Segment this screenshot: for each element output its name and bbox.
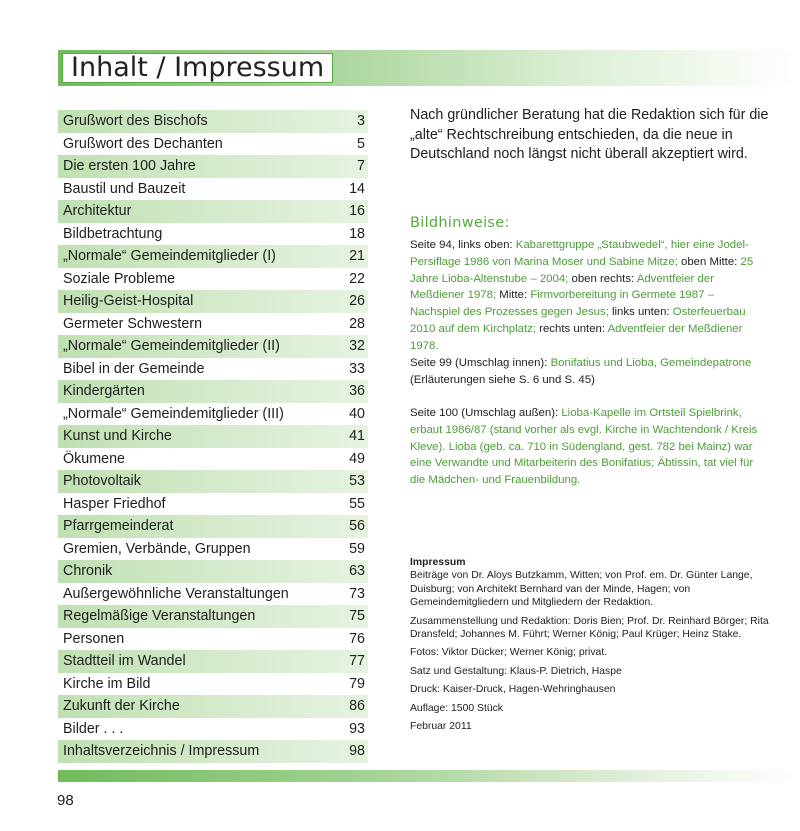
toc-page-number: 28 <box>349 315 365 332</box>
toc-label: Stadtteil im Wandel <box>63 653 186 669</box>
toc-row <box>58 740 368 763</box>
toc-page-number: 55 <box>349 495 365 512</box>
toc-row <box>58 673 368 696</box>
toc-label: Inhaltsverzeichnis / Impressum <box>63 743 260 759</box>
impressum-line: Satz und Gestaltung: Klaus-P. Dietrich, Haspe <box>410 665 622 677</box>
toc-page-number: 73 <box>349 585 365 602</box>
toc-page-number: 59 <box>349 540 365 557</box>
toc-page-number: 33 <box>349 360 365 377</box>
toc-label: Ökumene <box>63 450 125 467</box>
intro-text: Nach gründlicher Beratung hat die Redaktion sich für die „alte“ Rechtschreibung entschieden, da die neue in Deutschland noch längst nicht überall akzeptiert wird. <box>410 107 769 163</box>
photo-caption: Osterfeuerbau 2010 auf dem Kirchplatz; <box>410 306 746 335</box>
toc-label: Kindergärten <box>63 383 145 399</box>
toc-row <box>58 335 368 358</box>
photo-caption: Bonifatius und Lioba, Gemeindepatrone <box>550 357 752 369</box>
toc-page-number: 86 <box>349 698 365 714</box>
toc-row <box>58 515 368 538</box>
toc-row <box>58 178 368 201</box>
toc-row <box>58 560 368 583</box>
impressum-line: Zusammenstellung und Redaktion: Doris Bien; Prof. Dr. Reinhard Börger; Rita Dransfeld; Johannes M. Führt; Werner König; Paul Krüger; Heinz Stake. <box>410 615 769 641</box>
toc-row <box>58 718 368 741</box>
toc-row <box>58 583 368 606</box>
toc-label: „Normale“ Gemeindemitglieder (I) <box>63 248 276 264</box>
toc-label: Photovoltaik <box>63 473 141 489</box>
toc-label: Hasper Friedhof <box>63 495 166 512</box>
toc-page-number: 41 <box>349 428 365 444</box>
photo-location: oben rechts: <box>568 272 637 285</box>
toc-label: Germeter Schwestern <box>63 315 203 332</box>
toc-label: „Normale“ Gemeindemitglieder (II) <box>63 338 280 354</box>
toc-page-number: 5 <box>357 135 365 152</box>
toc-label: Gremien, Verbände, Gruppen <box>63 540 251 557</box>
toc-row <box>58 470 368 493</box>
toc-row <box>58 403 368 426</box>
toc-row <box>58 245 368 268</box>
toc-row <box>58 605 368 628</box>
toc-label: Die ersten 100 Jahre <box>63 158 196 174</box>
footer-bar <box>58 770 800 782</box>
toc-label: Pfarrgemeinderat <box>63 518 174 534</box>
toc-row <box>58 223 368 246</box>
photo-location: Mitte: <box>496 289 531 302</box>
photo-caption: 25 Jahre Lioba-Altenstube – 2004; <box>410 255 754 285</box>
toc-label: Kirche im Bild <box>63 675 151 692</box>
toc-page-number: 49 <box>349 450 365 467</box>
impressum-title: Impressum <box>410 557 466 568</box>
toc-label: Heilig-Geist-Hospital <box>63 293 194 309</box>
toc-row <box>58 380 368 403</box>
toc-page-number: 26 <box>349 293 365 309</box>
toc-row <box>58 290 368 313</box>
toc-page-number: 40 <box>349 405 365 422</box>
photo-location: oben Mitte: <box>677 255 741 268</box>
photo-location: links unten: <box>608 306 673 319</box>
toc-row <box>58 628 368 651</box>
bildhinweise-heading: Bildhinweise: <box>410 215 510 231</box>
toc-row <box>58 448 368 471</box>
toc-label: Soziale Probleme <box>63 270 176 287</box>
toc-label: Baustil und Bauzeit <box>63 180 186 197</box>
impressum-line: Auflage: 1500 Stück <box>410 702 504 714</box>
toc-label: Zukunft der Kirche <box>63 698 180 714</box>
toc-row <box>58 268 368 291</box>
toc-row <box>58 650 368 673</box>
toc-row <box>58 425 368 448</box>
toc-page-number: 75 <box>349 608 365 624</box>
bildhinweise-paragraph-3 <box>410 405 765 489</box>
toc-row <box>58 538 368 561</box>
toc-label: Personen <box>63 630 125 647</box>
impressum-block <box>410 556 780 738</box>
toc-label: Grußwort des Dechanten <box>63 135 223 152</box>
photo-caption: Firmvorbereitung in Germete 1987 – Nachspiel des Prozesses gegen Jesus; <box>410 289 714 319</box>
toc-row <box>58 155 368 178</box>
toc-label: Bilder . . . <box>63 720 124 737</box>
photo-location: rechts unten: <box>536 322 608 335</box>
photo-location: Seite 100 (Umschlag außen): <box>410 407 562 419</box>
toc-label: Außergewöhnliche Veranstaltungen <box>63 585 289 602</box>
toc-row <box>58 358 368 381</box>
impressum-line: Februar 2011 <box>410 721 472 733</box>
bildhinweise-paragraph-1 <box>410 237 765 355</box>
toc-page-number: 32 <box>349 338 365 354</box>
toc-page-number: 98 <box>349 743 365 759</box>
toc-row <box>58 493 368 516</box>
toc-page-number: 14 <box>349 180 365 197</box>
toc-page-number: 3 <box>357 113 365 129</box>
toc-page-number: 56 <box>349 518 365 534</box>
toc-page-number: 76 <box>349 630 365 647</box>
toc-page-number: 18 <box>349 225 365 242</box>
toc-row <box>58 133 368 156</box>
toc-row <box>58 313 368 336</box>
impressum-line: Druck: Kaiser-Druck, Hagen-Wehringhausen <box>410 684 616 696</box>
photo-location: Seite 94, links oben: <box>410 239 516 251</box>
toc-page-number: 53 <box>349 473 365 489</box>
toc-label: Bildbetrachtung <box>63 225 163 242</box>
toc-label: Kunst und Kirche <box>63 428 172 444</box>
photo-caption: Adventfeier der Meßdiener 1978; <box>410 272 714 302</box>
toc-page-number: 63 <box>349 563 365 579</box>
page-title: Inhalt / Impressum <box>62 53 333 83</box>
table-of-contents <box>58 110 368 763</box>
toc-page-number: 16 <box>349 203 365 219</box>
toc-row <box>58 200 368 223</box>
photo-caption: Adventfeier der Meßdiener 1978. <box>410 322 743 352</box>
toc-label: Bibel in der Gemeinde <box>63 360 205 377</box>
page-number: 98 <box>57 792 74 809</box>
toc-page-number: 79 <box>349 675 365 692</box>
toc-label: Regelmäßige Veranstaltungen <box>63 608 256 624</box>
toc-page-number: 36 <box>349 383 365 399</box>
impressum-line: Fotos: Viktor Dücker; Werner König; privat. <box>410 647 608 659</box>
photo-location: Seite 99 (Umschlag innen): <box>410 357 551 369</box>
toc-label: „Normale“ Gemeindemitglieder (III) <box>63 405 284 422</box>
toc-page-number: 77 <box>349 653 365 669</box>
toc-label: Architektur <box>63 203 132 219</box>
photo-caption: Kabarettgruppe „Staubwedel“, hier eine Jodel-Persiflage 1986 von Marina Moser und Sabine Mitze; <box>410 239 749 268</box>
toc-label: Grußwort des Bischofs <box>63 113 208 129</box>
toc-page-number: 93 <box>349 720 365 737</box>
toc-page-number: 7 <box>357 158 365 174</box>
impressum-line: Beiträge von Dr. Aloys Butzkamm, Witten; von Prof. em. Dr. Günter Lange, Duisburg; von Architekt Bernhard van der Minde, Hagen; von Gemeindemitgliedern und Mitgliedern der Redaktion. <box>410 570 753 609</box>
photo-caption: Lioba-Kapelle im Ortsteil Spielbrink, erbaut 1986/87 (stand vorher als evgl. Kirche in Wachtendonk / Kreis Kleve). Lioba (geb. ca. 710 in Südengland, gest. 782 bei Mainz) war eine Verwandte und Mitarbeiterin des Bonifatius; Äbtissin, tat viel für die Mädchen- und Frauenbildung. <box>410 407 758 487</box>
toc-label: Chronik <box>63 563 113 579</box>
toc-page-number: 21 <box>349 248 365 264</box>
toc-page-number: 22 <box>349 270 365 287</box>
photo-location: (Erläuterungen siehe S. 6 und S. 45) <box>410 373 595 386</box>
toc-row <box>58 110 368 133</box>
toc-row <box>58 695 368 718</box>
bildhinweise-paragraph-2 <box>410 355 765 389</box>
